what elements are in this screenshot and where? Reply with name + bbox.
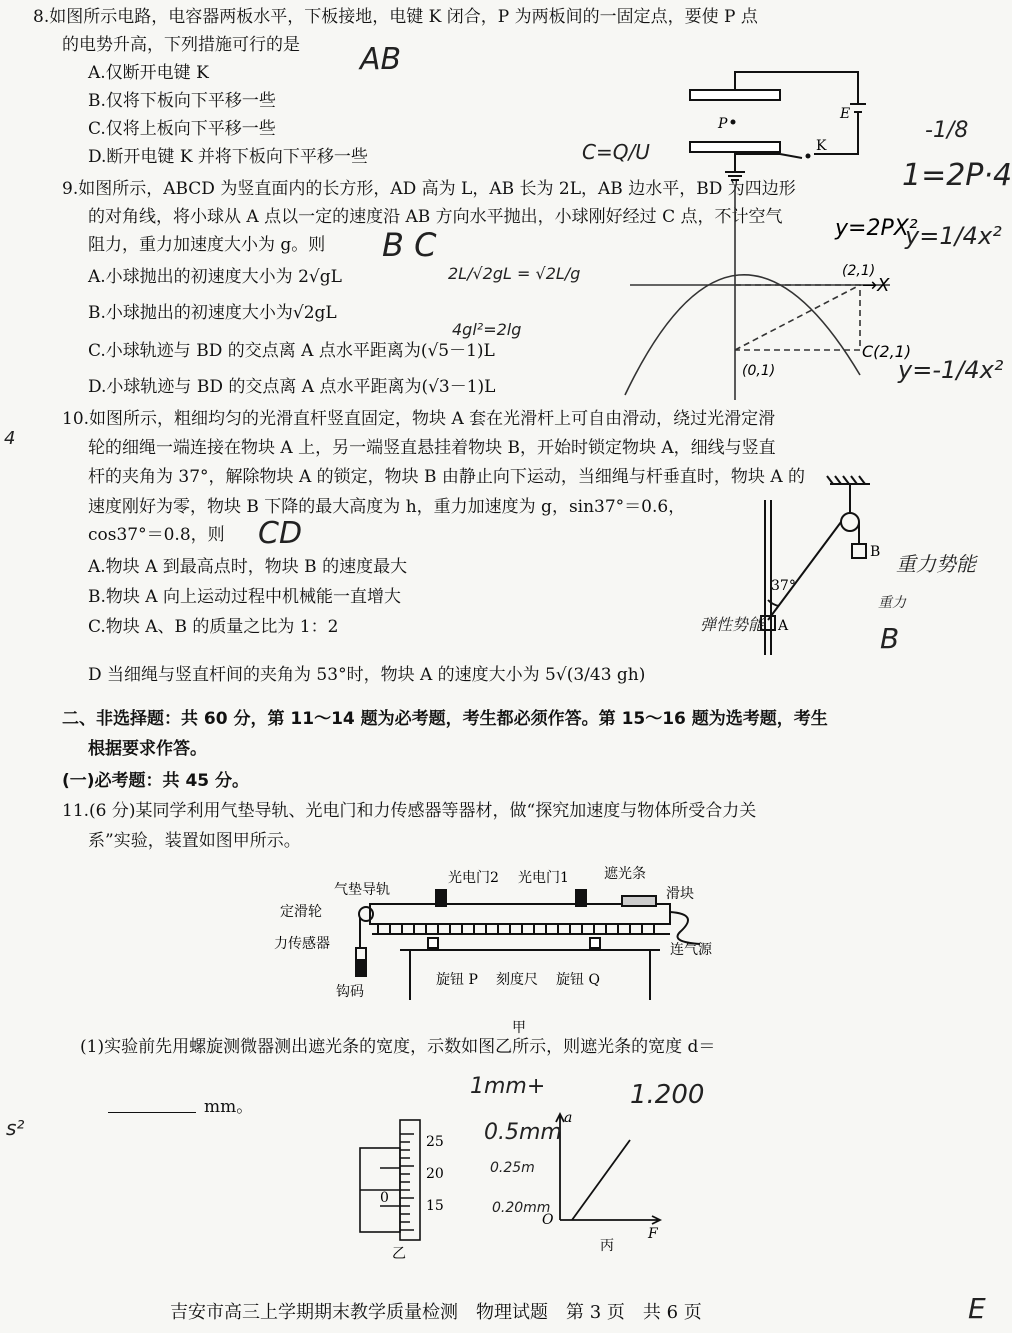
q8-option-c: C.仅将上板向下平移一些: [88, 119, 276, 139]
hw-note-g: 重力: [878, 595, 906, 611]
caption-yi: 乙: [392, 1246, 406, 1262]
micrometer-main-0: 0: [380, 1190, 389, 1206]
hw-note-f1: -1/8: [925, 118, 969, 143]
q10-stem-line4: 速度刚好为零，物块 B 下降的最大高度为 h，重力加速度为 g，sin37°＝0.6，: [88, 497, 686, 517]
label-angle-37: 37°: [771, 578, 796, 594]
q10-stem-line5: cos37°＝0.8，则: [88, 525, 225, 545]
q8-option-d: D.断开电键 K 并将下板向下平移一些: [88, 147, 368, 167]
q9-option-d: D.小球轨迹与 BD 的交点离 A 点水平距离为(√3－1)L: [88, 377, 496, 397]
hw-eq-y2px: y=2PX²: [835, 216, 918, 241]
label-knob-q: 旋钮 Q: [556, 972, 600, 988]
label-gate1: 光电门1: [518, 870, 569, 886]
hw-point-01: (0,1): [742, 363, 776, 379]
graph-axis-a: a: [564, 1110, 573, 1126]
graph-axis-f: F: [648, 1226, 658, 1242]
hw-capacitance: C=Q/U: [582, 140, 650, 164]
page-footer: 吉安市高三上学期期末教学质量检测 物理试题 第 3 页 共 6 页: [170, 1302, 702, 1323]
caption-bing: 丙: [600, 1238, 614, 1254]
micrometer-reading: [350, 1110, 480, 1260]
hw-note-b: B: [880, 622, 900, 655]
hw-note-f2: 1=2P·4: [902, 158, 1012, 193]
q9-option-a: A.小球抛出的初速度大小为 2√gL: [88, 267, 342, 287]
label-slider: 滑块: [666, 886, 694, 902]
hw-eq-neg: y=-1/4x²: [898, 356, 1004, 384]
hw-calc-1: 2L/√2gL = √2L/g: [448, 264, 581, 283]
q9-option-b: B.小球抛出的初速度大小为√2gL: [88, 303, 337, 323]
label-pulley: 定滑轮: [280, 904, 322, 920]
hw-trajectory-sketch: [610, 175, 918, 405]
hw-point-20: (2,1): [842, 263, 876, 279]
label-block-a: A: [778, 618, 789, 634]
q10-stem-line3: 杆的夹角为 37°，解除物块 A 的锁定，物块 B 由静止向下运动，当细绳与杆垂直时，物块 A 的: [88, 467, 806, 487]
section2-subtitle: (一)必考题：共 45 分。: [62, 771, 250, 791]
label-p: P: [718, 116, 728, 132]
q11-stem-line2: 系”实验，装置如图甲所示。: [88, 831, 301, 851]
label-air-rail: 气垫导轨: [334, 882, 390, 898]
label-strip: 遮光条: [604, 866, 646, 882]
q9-option-c: C.小球轨迹与 BD 的交点离 A 点水平距离为(√5－1)L: [88, 341, 495, 361]
q10-stem-line1: 10.如图所示，粗细均匀的光滑直杆竖直固定，物块 A 套在光滑杆上可自由滑动，绕过光滑定滑: [62, 409, 776, 429]
hw-x-axis: →X: [862, 275, 890, 296]
hw-answer-cd: CD: [258, 516, 303, 551]
rod-pulley-diagram: [745, 470, 885, 660]
q8-option-b: B.仅将下板向下平移一些: [88, 91, 276, 111]
hw-note-epe: 弹性势能: [700, 615, 765, 634]
q10-stem-line2: 轮的细绳一端连接在物块 A 上，另一端竖直悬挂着物块 B，开始时锁定物块 A，细线与竖直: [88, 438, 776, 458]
label-weight: 钩码: [336, 984, 364, 1000]
section2-title-line1: 二、非选择题：共 60 分，第 11～14 题为必考题，考生都必须作答。第 15～16 题为选考题，考生: [62, 709, 828, 729]
q10-option-a: A.物块 A 到最高点时，物块 B 的速度最大: [88, 557, 408, 577]
q9-stem-line3: 阻力，重力加速度大小为 g。则: [88, 235, 326, 255]
graph-origin-o: O: [542, 1212, 554, 1228]
q8-stem-line1: 8.如图所示电路，电容器两板水平，下板接地，电键 K 闭合，P 为两板间的一固定点，要使 P 点: [33, 7, 758, 27]
q10-option-c: C.物块 A、B 的质量之比为 1：2: [88, 617, 339, 637]
micrometer-tick-15: 15: [426, 1198, 444, 1214]
q10-option-d: D 当细绳与竖直杆间的夹角为 53°时，物块 A 的速度大小为 5√(3/43 gh): [88, 665, 646, 685]
label-sensor: 力传感器: [274, 936, 330, 952]
hw-margin-1: 4: [4, 428, 16, 449]
section2-title-line2: 根据要求作答。: [88, 739, 207, 759]
caption-jia: 甲: [512, 1020, 526, 1036]
label-e: E: [840, 106, 851, 122]
q9-stem-line2: 的对角线，将小球从 A 点以一定的速度沿 AB 方向水平抛出，小球刚好经过 C 点，不计空气: [88, 207, 783, 227]
q11-part1: (1)实验前先用螺旋测微器测出遮光条的宽度，示数如图乙所示，则遮光条的宽度 d＝: [80, 1037, 716, 1057]
label-block-b: B: [870, 544, 881, 560]
q11-part1-unit: mm。: [204, 1097, 254, 1117]
q11-stem-line1: 11.(6 分)某同学利用气垫导轨、光电门和力传感器等器材，做“探究加速度与物体所受合力关: [62, 801, 757, 821]
hw-note-m3: 0.25m: [490, 1160, 535, 1176]
hw-answer-ab: AB: [360, 42, 402, 77]
hw-point-c21: C(2,1): [862, 342, 912, 361]
q8-stem-line2: 的电势升高，下列措施可行的是: [62, 35, 300, 55]
q10-option-b: B.物块 A 向上运动过程中机械能一直增大: [88, 587, 401, 607]
hw-margin-2: s²: [6, 1116, 25, 1140]
label-air-source: 连气源: [670, 942, 712, 958]
label-gate2: 光电门2: [448, 870, 499, 886]
hw-note-m2: 0.5mm: [484, 1120, 562, 1145]
hw-answer-bc: B C: [382, 226, 437, 264]
answer-blank-d: [108, 1112, 196, 1113]
hw-note-m1: 1mm+: [470, 1074, 546, 1099]
label-scale: 刻度尺: [496, 972, 538, 988]
hw-note-m5: 1.200: [630, 1080, 705, 1110]
label-knob-p: 旋钮 P: [436, 972, 478, 988]
hw-note-m4: 0.20mm: [492, 1200, 551, 1216]
capacitor-circuit-diagram: [680, 60, 890, 190]
q8-option-a: A.仅断开电键 K: [88, 63, 209, 83]
air-track-apparatus: [260, 862, 740, 1037]
hw-calc-2: 4gl²=2lg: [452, 320, 522, 339]
label-k: K: [816, 138, 827, 154]
micrometer-tick-25: 25: [426, 1134, 444, 1150]
micrometer-tick-20: 20: [426, 1166, 444, 1182]
q9-stem-line1: 9.如图所示，ABCD 为竖直面内的长方形，AD 高为 L，AB 长为 2L，AB 边水平，BD 为四边形: [62, 179, 796, 199]
hw-note-gpe: 重力势能: [896, 552, 976, 576]
hw-eq-pos: y=1/4x²: [905, 222, 1002, 250]
hw-corner: E: [968, 1292, 986, 1325]
